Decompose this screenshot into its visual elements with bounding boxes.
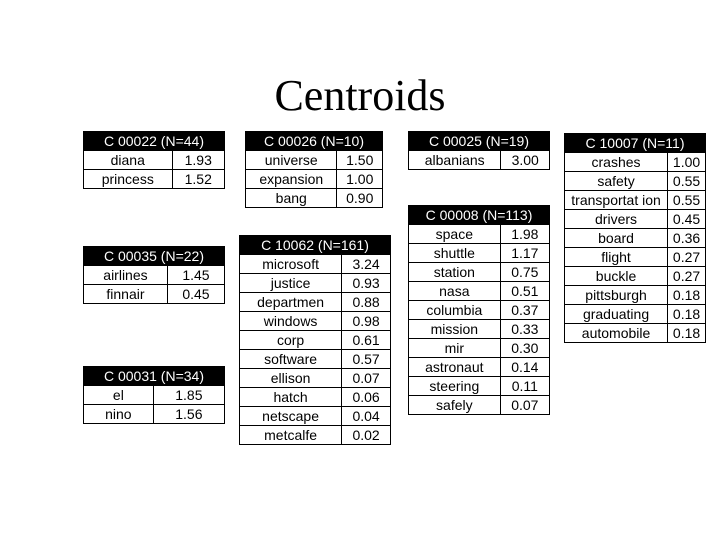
weight-cell: 1.98 <box>500 225 549 244</box>
term-cell: automobile <box>565 324 668 343</box>
table-row <box>240 312 391 331</box>
table-row <box>240 369 391 388</box>
table-row <box>409 377 550 396</box>
term-cell: hatch <box>240 388 342 407</box>
term-cell: station <box>409 263 501 282</box>
table-row <box>565 267 706 286</box>
weight-cell: 0.04 <box>342 407 391 426</box>
table-row <box>409 358 550 377</box>
table-row <box>246 189 383 208</box>
table-row <box>409 244 550 263</box>
term-cell: flight <box>565 248 668 267</box>
table-row <box>240 407 391 426</box>
cluster-header: C 00008 (N=113) <box>409 206 550 225</box>
cluster-table-10007 <box>564 133 706 343</box>
weight-cell: 0.88 <box>342 293 391 312</box>
cluster-table-00031 <box>83 366 225 424</box>
table-row <box>84 386 225 405</box>
term-cell: graduating <box>565 305 668 324</box>
cluster-table-00022 <box>83 131 225 189</box>
weight-cell: 0.30 <box>500 339 549 358</box>
table-row <box>240 426 391 445</box>
term-cell: windows <box>240 312 342 331</box>
weight-cell: 1.00 <box>668 153 706 172</box>
weight-cell: 0.14 <box>500 358 549 377</box>
weight-cell: 0.27 <box>668 248 706 267</box>
cluster-table-10062 <box>239 235 391 445</box>
weight-cell: 0.07 <box>342 369 391 388</box>
term-cell: space <box>409 225 501 244</box>
weight-cell: 0.18 <box>668 305 706 324</box>
table-row <box>240 293 391 312</box>
term-cell: board <box>565 229 668 248</box>
table-row <box>240 388 391 407</box>
weight-cell: 0.45 <box>668 210 706 229</box>
term-cell: finnair <box>84 285 168 304</box>
cluster-table-00035 <box>83 246 225 304</box>
term-cell: universe <box>246 151 337 170</box>
table-row <box>409 263 550 282</box>
table-row <box>84 285 225 304</box>
weight-cell: 1.45 <box>167 266 224 285</box>
table-row <box>240 274 391 293</box>
table-row <box>246 151 383 170</box>
cluster-header: C 00035 (N=22) <box>84 247 225 266</box>
cluster-header: C 10007 (N=11) <box>565 134 706 153</box>
term-cell: albanians <box>409 151 501 170</box>
term-cell: corp <box>240 331 342 350</box>
table-row <box>409 282 550 301</box>
weight-cell: 0.27 <box>668 267 706 286</box>
term-cell: airlines <box>84 266 168 285</box>
weight-cell: 0.45 <box>167 285 224 304</box>
term-cell: transportat ion <box>565 191 668 210</box>
table-row <box>409 339 550 358</box>
table-row <box>409 320 550 339</box>
table-row <box>565 286 706 305</box>
term-cell: nino <box>84 405 154 424</box>
weight-cell: 0.36 <box>668 229 706 248</box>
weight-cell: 1.00 <box>337 170 383 189</box>
table-row <box>565 210 706 229</box>
cluster-header: C 00025 (N=19) <box>409 132 550 151</box>
term-cell: microsoft <box>240 255 342 274</box>
weight-cell: 0.07 <box>500 396 549 415</box>
term-cell: columbia <box>409 301 501 320</box>
weight-cell: 0.57 <box>342 350 391 369</box>
term-cell: departmen <box>240 293 342 312</box>
term-cell: metcalfe <box>240 426 342 445</box>
cluster-table-00008 <box>408 205 550 415</box>
table-row <box>565 248 706 267</box>
weight-cell: 1.85 <box>153 386 224 405</box>
weight-cell: 0.11 <box>500 377 549 396</box>
term-cell: buckle <box>565 267 668 286</box>
table-row <box>409 301 550 320</box>
weight-cell: 0.93 <box>342 274 391 293</box>
weight-cell: 3.24 <box>342 255 391 274</box>
term-cell: ellison <box>240 369 342 388</box>
weight-cell: 0.06 <box>342 388 391 407</box>
weight-cell: 1.17 <box>500 244 549 263</box>
table-row <box>240 350 391 369</box>
page-title: Centroids <box>274 71 446 120</box>
term-cell: drivers <box>565 210 668 229</box>
table-row <box>84 405 225 424</box>
cluster-header: C 00022 (N=44) <box>84 132 225 151</box>
term-cell: princess <box>84 170 173 189</box>
weight-cell: 0.18 <box>668 286 706 305</box>
term-cell: mission <box>409 320 501 339</box>
term-cell: software <box>240 350 342 369</box>
table-row <box>246 170 383 189</box>
weight-cell: 0.55 <box>668 191 706 210</box>
term-cell: nasa <box>409 282 501 301</box>
weight-cell: 0.37 <box>500 301 549 320</box>
cluster-table-00025 <box>408 131 550 170</box>
table-row <box>565 172 706 191</box>
cluster-header: C 10062 (N=161) <box>240 236 391 255</box>
term-cell: astronaut <box>409 358 501 377</box>
term-cell: diana <box>84 151 173 170</box>
table-row <box>565 324 706 343</box>
table-row <box>565 229 706 248</box>
weight-cell: 1.93 <box>172 151 224 170</box>
term-cell: shuttle <box>409 244 501 263</box>
weight-cell: 0.02 <box>342 426 391 445</box>
weight-cell: 3.00 <box>501 151 550 170</box>
term-cell: netscape <box>240 407 342 426</box>
weight-cell: 0.55 <box>668 172 706 191</box>
table-row <box>409 151 550 170</box>
weight-cell: 0.75 <box>500 263 549 282</box>
weight-cell: 0.61 <box>342 331 391 350</box>
weight-cell: 0.33 <box>500 320 549 339</box>
table-row <box>409 396 550 415</box>
table-row <box>84 151 225 170</box>
term-cell: el <box>84 386 154 405</box>
weight-cell: 1.52 <box>172 170 224 189</box>
term-cell: steering <box>409 377 501 396</box>
term-cell: pittsburgh <box>565 286 668 305</box>
weight-cell: 0.18 <box>668 324 706 343</box>
term-cell: safety <box>565 172 668 191</box>
table-row <box>240 255 391 274</box>
table-row <box>84 170 225 189</box>
weight-cell: 1.56 <box>153 405 224 424</box>
cluster-header: C 00031 (N=34) <box>84 367 225 386</box>
table-row <box>565 153 706 172</box>
term-cell: expansion <box>246 170 337 189</box>
table-row <box>240 331 391 350</box>
table-row <box>565 305 706 324</box>
term-cell: justice <box>240 274 342 293</box>
weight-cell: 0.98 <box>342 312 391 331</box>
cluster-header: C 00026 (N=10) <box>246 132 383 151</box>
term-cell: safely <box>409 396 501 415</box>
table-row <box>84 266 225 285</box>
term-cell: bang <box>246 189 337 208</box>
cluster-table-00026 <box>245 131 383 208</box>
weight-cell: 0.90 <box>337 189 383 208</box>
weight-cell: 0.51 <box>500 282 549 301</box>
term-cell: crashes <box>565 153 668 172</box>
term-cell: mir <box>409 339 501 358</box>
table-row <box>409 225 550 244</box>
table-row <box>565 191 706 210</box>
weight-cell: 1.50 <box>337 151 383 170</box>
